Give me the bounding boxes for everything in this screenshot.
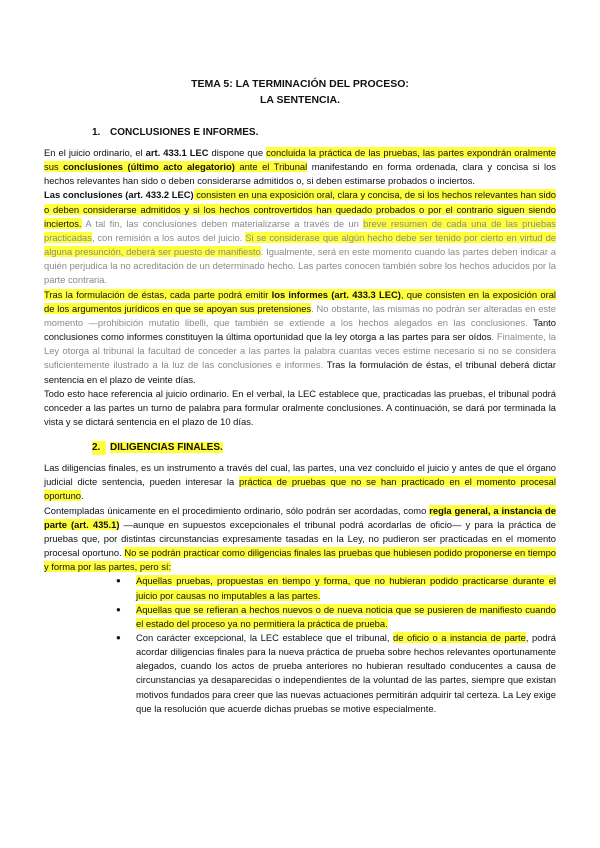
highlight-run: ante el Tribunal: [234, 161, 308, 173]
highlight-run-bold: los informes (art. 433.3 LEC): [271, 288, 401, 300]
highlight-run: , las partes expondrán oralmente sus: [44, 147, 556, 173]
text-run: Las diligencias finales, es un instrumento a través del cual, las partes, una vez concluido el juicio y antes de que el órgano judicial dicte sentencia, pueden interesar la: [44, 462, 556, 488]
highlight-run: Aquellas que se refieran a hechos nuevos o de nueva noticia que se pusieren de manifiesto cuando el estado del proceso ya no permitiera la práctica de prueba.: [136, 603, 556, 629]
gray-run: . Igualmente, será en este momento cuando las partes deben indicar a quién perjudica la no acreditación de un determinado hecho. Las partes conocen también sobre los hechos aducidos por la parte contraria.: [44, 246, 556, 286]
gray-run: . Finalmente, la Ley otorga al tribunal la facultad de conceder a las partes la palabra cuantas veces estime necesario si no se considera suficientemente ilustrado a la luz de las conclusiones e informes.: [44, 331, 557, 371]
highlight-run: Aquellas pruebas, propuestas en tiempo y forma, que no hubieran podido practicarse durante el juicio por causas no imputables a las partes.: [136, 575, 556, 601]
highlight-run: , que consisten en la exposición oral de los argumentos jurídicos en que se apoyan sus pretensiones: [44, 288, 556, 314]
highlight-run-bold: conclusiones (último acto alegatorio): [63, 161, 235, 173]
text-run: .: [81, 490, 84, 502]
gray-run: , con remisión a los autos del juicio.: [91, 231, 246, 243]
paragraph-conclusiones-def: [44, 188, 556, 287]
text-run: Contempladas únicamente en el procedimiento ordinario, sólo podrán ser acordadas, como: [44, 504, 430, 516]
text-run: Tras la formulación de éstas, el tribunal deberá dictar sentencia en el plazo de veinte días.: [44, 359, 556, 385]
bullet-icon: ●: [116, 604, 121, 614]
list-item: [116, 574, 556, 602]
bullet-list: [44, 574, 556, 716]
text-run-bold: Las conclusiones (art. 433.2 LEC): [44, 189, 194, 201]
section-gap: [44, 429, 556, 441]
paragraph-diligencias-regla: [44, 504, 556, 575]
paragraph-verbal: Todo esto hace referencia al juicio ordinario. En el verbal, la LEC establece que, practicadas las pruebas, el tribunal podrá conceder a las partes un turno de palabra para formular oralmente conclusiones. A continuación, se dará por terminada la vista y se dictará sentencia en el plazo de 10 días.: [44, 387, 556, 427]
paragraph-diligencias-intro: [44, 461, 556, 503]
text-run: En el juicio ordinario, el: [44, 147, 146, 158]
section-2-label: DILIGENCIAS FINALES.: [110, 442, 223, 454]
gray-run: A tal fin, las conclusiones deben materializarse a través de un: [81, 217, 364, 229]
text-run-bold: art. 433.1 LEC: [145, 147, 209, 158]
paragraph-conclusiones-intro: [44, 146, 556, 188]
section-2-number: 2.: [92, 441, 106, 455]
list-item: [116, 631, 556, 716]
document-subtitle: LA SENTENCIA.: [259, 94, 341, 106]
text-run: Con carácter excepcional, la LEC establece que el tribunal,: [136, 632, 394, 643]
paragraph-informes: [44, 288, 556, 387]
gray-highlight-run: Si se considerase que algún hecho debe ser tenido por cierto en virtud de alguna presunción, deberá ser puesto de manifiesto: [44, 231, 556, 258]
text-run: dispone que: [208, 147, 267, 158]
text-run: , podrá acordar diligencias finales para la nueva práctica de prueba sobre hechos relevantes oportunamente alegados, cuando los actos de prueba anteriores no hubieran resultado conducentes a causa de circunstancias ya desaparecidas o independientes de la voluntad de las partes, siempre que existan motivos fundados para creer que las nuevas actuaciones permitirán adquirir tal certeza. La Ley exige que la resolución que acuerde dichas pruebas se motive especialmente.: [136, 632, 556, 714]
bullet-icon: ●: [116, 576, 121, 586]
text-run: manifestando en forma ordenada, clara y concisa si los hechos relevantes han sido o deben considerarse admitidos o, si deben estimarse probados o inciertos.: [44, 161, 556, 187]
bullet-icon: ●: [116, 633, 121, 642]
text-run: —aunque en supuestos excepcionales el tribunal podrá acordarlas de oficio— y para la práctica de pruebas que, por distintas circunstancias expresamente tasadas en la Ley, no pudieron ser practicadas en el momento procesal oportuno.: [44, 518, 556, 559]
section-1-number: 1.: [92, 127, 101, 138]
document-title: TEMA 5: LA TERMINACIÓN DEL PROCESO:: [191, 78, 409, 90]
highlight-run: concluida la práctica de las pruebas: [266, 147, 418, 158]
section-1-label: CONCLUSIONES E INFORMES.: [110, 127, 259, 138]
list-item: [116, 603, 556, 631]
highlight-run: Tras la formulación de éstas, cada parte podrá emitir: [44, 288, 272, 300]
text-run: Tanto conclusiones como informes constituyen la última oportunidad que la ley otorga a las partes para ser oídos: [44, 316, 556, 343]
highlight-run: No se podrán practicar como diligencias finales las pruebas que hubiesen podido proponerse en tiempo y forma por las partes, pero sí:: [44, 547, 557, 573]
section-2-heading: [92, 441, 556, 455]
gray-highlight-run: breve resumen de cada una de las pruebas practicadas: [44, 217, 556, 243]
highlight-run: de oficio o a instancia de parte: [393, 632, 526, 643]
highlight-run: consisten en una exposición oral, clara y concisa, de si los hechos relevantes han sido o deben considerarse admitidos y si los hechos controvertidos han quedado probados o por el contrario siguen siendo inciertos.: [44, 189, 557, 229]
highlight-run-bold: regla general, a instancia de parte (art. 435.1): [44, 504, 556, 530]
section-1-heading: [92, 126, 556, 140]
highlight-run: práctica de pruebas que no se han practicado en el momento procesal oportuno: [44, 476, 556, 502]
gray-run: . No obstante, las mismas no podrán ser alteradas en este momento —prohibición mutatio libelli, que también se extiende a los hechos alegados en las conclusiones.: [44, 302, 556, 328]
